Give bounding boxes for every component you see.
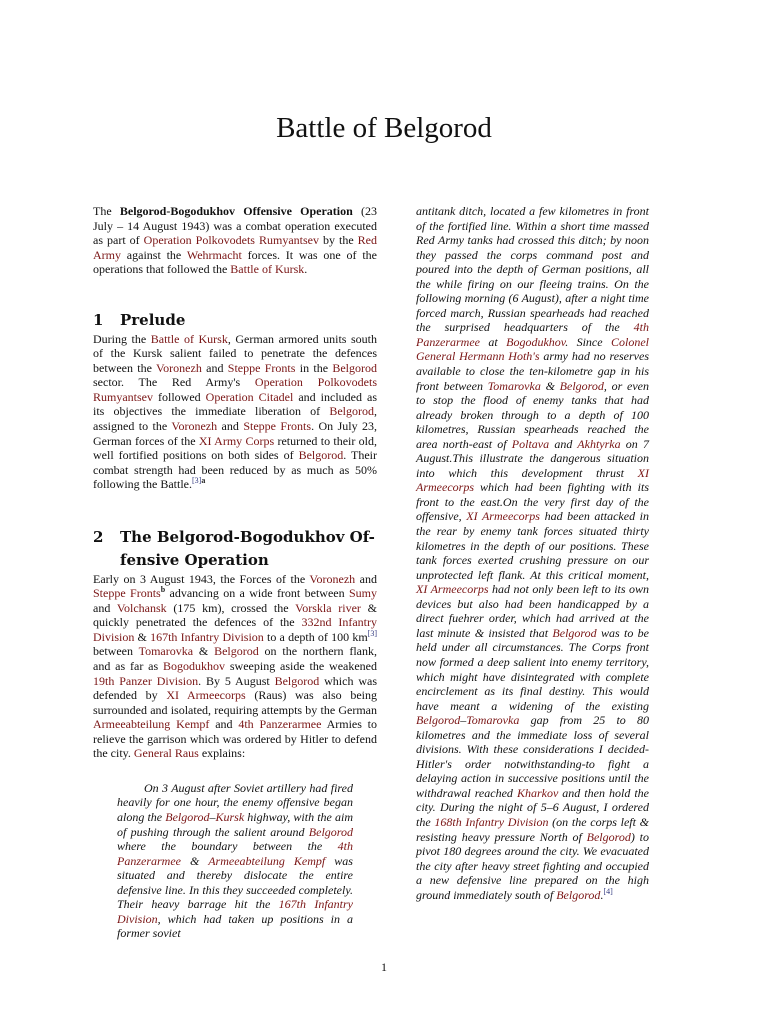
text: (Raus) was also being surrounded and isolated, requiring attempts by the German xyxy=(93,688,377,717)
text: and included as its objectives the immediate liberation of xyxy=(93,389,377,419)
quote-paragraph xyxy=(117,781,353,941)
text: on the northern flank, and as far as xyxy=(93,644,377,674)
link-battle-of-kursk[interactable]: Battle of Kursk xyxy=(150,331,228,346)
link-wehrmacht[interactable]: Wehrmacht xyxy=(186,247,242,262)
text: & xyxy=(134,629,151,644)
link-19th-panzer-division[interactable]: 19th Panzer Division xyxy=(93,673,199,688)
link-bogodukhov[interactable]: Bogodukhov xyxy=(506,334,566,349)
link-kursk[interactable]: Kursk xyxy=(215,809,245,824)
text: which had been fighting with its front to the east.On the very first day of the offensive, xyxy=(416,480,649,524)
text: and then hold the city. During the night of 5–6 August, I ordered the xyxy=(416,785,650,829)
link-belgorod[interactable]: Belgorod xyxy=(586,829,631,844)
prelude-paragraph xyxy=(93,332,377,492)
text: in the xyxy=(295,360,333,375)
text: . xyxy=(304,262,308,277)
link-xi-army-corps[interactable]: XI Army Corps xyxy=(198,433,275,448)
text: and xyxy=(355,571,377,586)
text: had been attacked in the rear by enemy tank forces situated thirty kilometres in the depth of our positions. These tank forces exerted crushing pressure on our unprotected left flank. At this critical moment, xyxy=(416,509,650,582)
link-voronezh[interactable]: Voronezh xyxy=(156,360,202,375)
text: sector. The Red Army's xyxy=(93,375,255,390)
link-bogodukhov[interactable]: Bogodukhov xyxy=(163,659,226,674)
raus-quote xyxy=(117,781,353,941)
text: which was defended by xyxy=(93,673,377,703)
section-title-line: The Belgorod-Bogodukhov Of- xyxy=(120,527,375,546)
link-332nd-infantry-division[interactable]: 332nd Infantry Division xyxy=(93,615,378,644)
text: . Their combat strength had been reduced by as much as 50% following the Battle. xyxy=(93,448,377,492)
text: highway, with the aim of pushing through the salient around xyxy=(117,809,353,839)
section-title xyxy=(120,526,375,572)
section-title-line: fensive Operation xyxy=(120,550,269,569)
link-poltava[interactable]: Poltava xyxy=(511,436,550,451)
link-steppe-fronts[interactable]: Steppe Fronts xyxy=(227,360,296,375)
link-belgorod[interactable]: Belgorod xyxy=(552,625,597,640)
text: Early on 3 August 1943, the Forces of the xyxy=(93,571,310,586)
text: and xyxy=(549,436,578,451)
text: and xyxy=(217,419,244,434)
text: was to be held under all circumstances. The Corps front now formed a deep salient into enemy territory, which might have disintegrated with complete encirclement as its final destiny. This would have meant a widening of the existing xyxy=(416,625,649,713)
link-armeeabteilung-kempf[interactable]: Armeeabteilung Kempf xyxy=(208,853,326,868)
link-red-army[interactable]: Red Army xyxy=(93,233,377,262)
section-title: Prelude xyxy=(120,310,186,329)
text: & xyxy=(193,644,215,659)
text: During the xyxy=(93,331,151,346)
text: where the boundary between the xyxy=(117,839,338,854)
link-belgorod[interactable]: Belgorod xyxy=(214,644,259,659)
left-column xyxy=(93,204,377,941)
text: . Since xyxy=(565,334,611,349)
link-4th-panzerarmee[interactable]: 4th Panzerarmee xyxy=(238,717,322,732)
text: against the xyxy=(121,247,187,262)
link-4th-panzerarmee[interactable]: 4th Panzerarmee xyxy=(117,839,353,868)
text: Armies to relieve the garrison which was ordered by Hitler to defend the city. xyxy=(93,717,378,761)
text: and xyxy=(209,717,239,732)
section-heading-offensive-operation xyxy=(93,526,377,572)
section-number: 2 xyxy=(93,527,104,546)
link-belgorod[interactable]: Belgorod xyxy=(416,713,461,728)
text: army had no reserves available to close the ten-kilometre gap in his front between xyxy=(416,349,650,393)
link-xi-armeecorps[interactable]: XI Armeecorps xyxy=(416,582,489,597)
text: (175 km), crossed the xyxy=(166,600,296,615)
intro-paragraph xyxy=(93,204,377,277)
text: advancing on a wide front between xyxy=(165,586,349,601)
link-tomarovka[interactable]: Tomarovka xyxy=(138,644,194,659)
link-belgorod[interactable]: Belgorod xyxy=(329,404,374,419)
link-belgorod[interactable]: Belgorod xyxy=(332,360,378,375)
text: . On July 23, German forces of the xyxy=(93,419,378,448)
link-belgorod[interactable]: Belgorod xyxy=(165,809,210,824)
text: & xyxy=(540,378,560,393)
text: was situated and thereby dislocate the entire defensive line. In this they succeeded completely. Their heavy barrage hit the xyxy=(117,853,353,912)
text: , assigned to the xyxy=(93,404,377,434)
text: , or even to stop the flood of enemy tanks that had already broken through to a depth of 100 kilometres, Russian spearheads reached the area north-east of xyxy=(416,378,650,451)
text: , which had taken up positions in a former soviet xyxy=(117,911,353,941)
text: at xyxy=(479,334,507,349)
text: & quickly penetrated the defences of the xyxy=(93,600,378,630)
bold-term: Belgorod-Bogodukhov Offensive Operation xyxy=(119,204,353,218)
link-167th-infantry-division[interactable]: 167th Infantry Division xyxy=(150,629,264,644)
link-akhtyrka[interactable]: Akhtyrka xyxy=(577,436,621,451)
link-belgorod[interactable]: Belgorod xyxy=(274,673,320,688)
link-operation-polkovodets-rumyantsev[interactable]: Operation Polkovodets Rumyantsev xyxy=(93,375,377,404)
link-vorskla-river[interactable]: Vorskla river xyxy=(295,600,361,615)
citation-ref[interactable]: [3] xyxy=(191,476,202,486)
link-xi-armeecorps[interactable]: XI Armeecorps xyxy=(416,465,649,495)
citation-ref[interactable]: [4] xyxy=(603,886,613,896)
link-steppe-fronts[interactable]: Steppe Fronts xyxy=(93,586,161,601)
text: – xyxy=(209,809,216,824)
text: , German armored units south of the Kursk salient failed to penetrate the defences between the xyxy=(93,331,377,375)
article-title: Battle of Belgorod xyxy=(276,112,492,144)
link-168th-infantry-division[interactable]: 168th Infantry Division xyxy=(434,814,549,829)
link-operation-polkovodets-rumyantsev[interactable]: Operation Polkovodets Rumyantsev xyxy=(143,233,319,248)
text: and xyxy=(93,600,117,615)
text: between xyxy=(93,644,139,659)
link-hermann-hoth[interactable]: Colonel General Hermann Hoth's xyxy=(416,334,649,364)
text: The xyxy=(93,204,120,218)
link-167th-infantry-division[interactable]: 167th Infantry Division xyxy=(117,897,353,926)
text: explains: xyxy=(198,746,246,761)
citation-ref[interactable]: [3] xyxy=(367,628,377,638)
quote-continuation xyxy=(416,204,649,902)
text: followed xyxy=(153,389,206,404)
text: antitank ditch, located a few kilometres in front of the fortified line. Within a short time massed Red Army tanks had crossed this ditch; by noon they passed the corps command post and poured into the depth of German positions, all the while firing on our fleeing trains. On the following morning (6 August), after a night time forced march, Russian spearheads had reached the surprised headquarters of the xyxy=(416,204,649,335)
text: On 3 August after Soviet artillery had fired heavily for one hour, the enemy offensive began along the xyxy=(117,780,353,824)
link-xi-armeecorps[interactable]: XI Armeecorps xyxy=(466,509,540,524)
text: – xyxy=(460,713,467,728)
link-operation-citadel[interactable]: Operation Citadel xyxy=(205,389,294,404)
text: (23 July – 14 August 1943) was a combat operation executed as part of xyxy=(93,204,377,248)
link-voronezh[interactable]: Voronezh xyxy=(171,419,218,434)
text: . xyxy=(600,887,604,902)
link-4th-panzerarmee[interactable]: 4th Panzerarmee xyxy=(416,320,649,349)
page-number: 1 xyxy=(381,960,387,974)
footnote-marker[interactable]: a xyxy=(201,476,206,486)
link-belgorod[interactable]: Belgorod xyxy=(308,824,353,839)
link-general-raus[interactable]: General Raus xyxy=(133,746,199,761)
link-sumy[interactable]: Sumy xyxy=(348,586,377,601)
link-kharkov[interactable]: Kharkov xyxy=(516,785,559,800)
link-steppe-fronts[interactable]: Steppe Fronts xyxy=(243,419,312,434)
link-voronezh[interactable]: Voronezh xyxy=(309,571,356,586)
text: to a depth of 100 km xyxy=(263,629,368,644)
text: on 7 August.This illustrate the dangerous situation into which this development thrust xyxy=(416,436,649,480)
link-volchansk[interactable]: Volchansk xyxy=(116,600,167,615)
section-number: 1 xyxy=(93,310,104,329)
text: and xyxy=(201,360,228,375)
link-belgorod[interactable]: Belgorod xyxy=(298,448,344,463)
text: ) to pivot 180 degrees around the city. We evacuated the city after heavy street fighting and occupied a new defensive line prepared on the high ground immediately south of xyxy=(416,829,649,902)
text: had not only been left to its own devices but also had been handicapped by a direct fuehrer order, which had arrived at the last minute & insisted that xyxy=(416,582,650,640)
footnote-marker[interactable]: b xyxy=(160,585,166,595)
right-column xyxy=(416,204,649,902)
section-heading-prelude xyxy=(93,309,377,332)
link-xi-armeecorps[interactable]: XI Armeecorps xyxy=(166,688,246,703)
link-belgorod[interactable]: Belgorod xyxy=(556,887,601,902)
offensive-paragraph xyxy=(93,572,377,761)
link-belgorod[interactable]: Belgorod xyxy=(559,378,604,393)
text: sweeping aside the weakened xyxy=(225,659,378,674)
link-battle-of-kursk[interactable]: Battle of Kursk xyxy=(230,262,305,277)
text: returned to their old, well fortified positions on both sides of xyxy=(93,433,378,463)
text: forces. It was one of the operations that followed the xyxy=(93,247,377,277)
link-tomarovka[interactable]: Tomarovka xyxy=(466,713,520,728)
text: by the xyxy=(318,233,358,248)
text: . By 5 August xyxy=(198,673,275,688)
link-tomarovka[interactable]: Tomarovka xyxy=(487,378,541,393)
link-armeeabteilung-kempf[interactable]: Armeeabteilung Kempf xyxy=(93,717,210,732)
text: & xyxy=(180,853,209,868)
text: (on the corps left & resisting heavy pressure North of xyxy=(416,814,649,844)
text: gap from 25 to 80 kilometres and the immediate loss of several divisions. With these considerations I decided-Hitler's order notwithstanding-to fight a delaying action in successive positions until the withdrawal reached xyxy=(416,713,649,800)
